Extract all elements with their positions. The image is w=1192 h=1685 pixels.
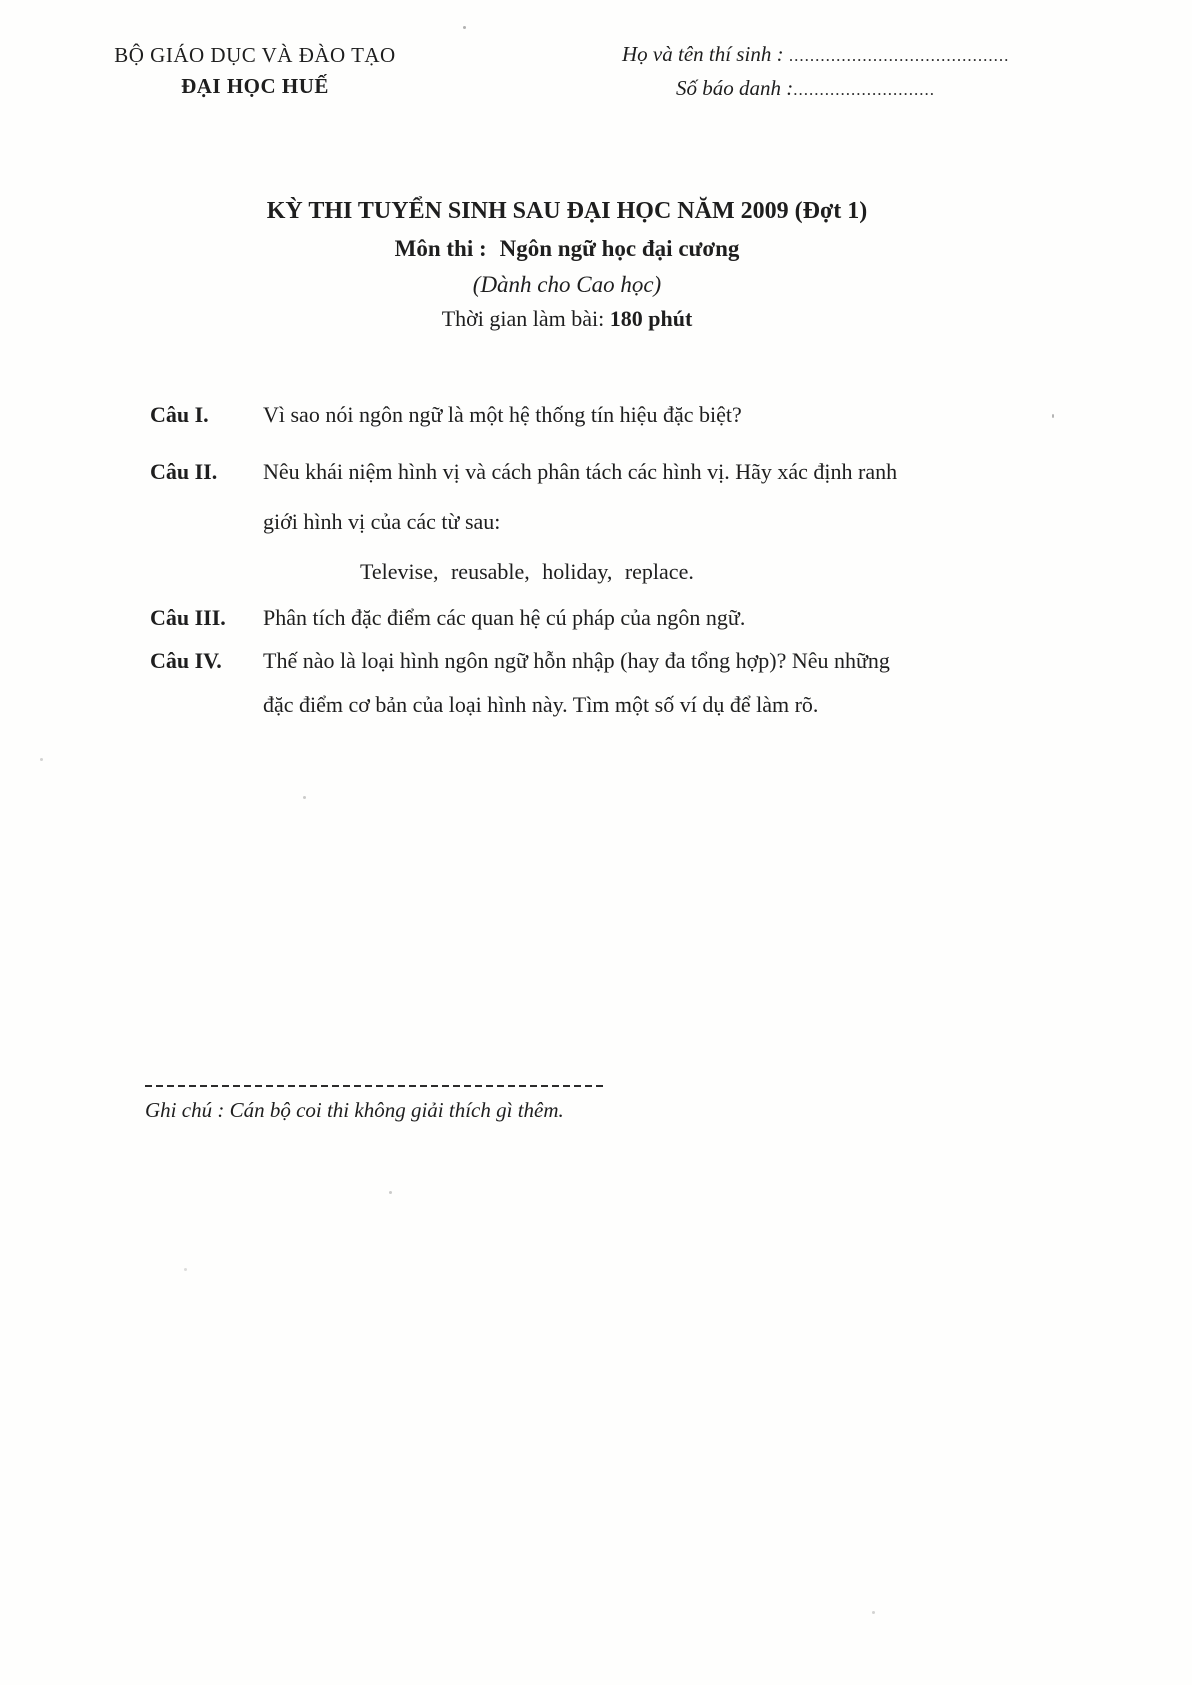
questions-section [150,390,1050,727]
candidate-name-label: Họ và tên thí sinh : [622,42,789,66]
proctor-note: Ghi chú : Cán bộ coi thi không giải thích gì thêm. [145,1098,564,1122]
question-4-label: Câu IV. [150,648,222,673]
scan-speck [1052,414,1054,418]
subject-label: Môn thi : [394,236,487,261]
candidate-info-block [0,0,1192,120]
question-1 [150,390,1050,440]
footer-dashed-separator [145,1085,603,1087]
title-block [0,196,1134,333]
question-4-text [263,639,1050,727]
question-1-text [263,390,1050,440]
scan-speck [184,1268,187,1271]
question-2-line-2: giới hình vị của các từ sau: [263,509,501,534]
duration-label: Thời gian làm bài: [441,306,605,331]
question-2-line-1: Nêu khái niệm hình vị và cách phân tách các hình vị. Hãy xác định ranh [263,459,898,484]
question-3-label: Câu III. [150,605,226,630]
scan-speck [463,26,466,29]
subject-name: Ngôn ngữ học đại cương [499,236,740,261]
question-2 [150,447,1050,547]
question-4 [150,639,1050,727]
candidate-id-label: Số báo danh : [676,76,794,100]
question-1-line-1: Vì sao nói ngôn ngữ là một hệ thống tín hiệu đặc biệt? [263,402,742,427]
university-name: ĐẠI HỌC HUẾ [181,74,329,98]
question-2-word-list: Televise, reusable, holiday, replace. [360,559,694,584]
question-3-line-1: Phân tích đặc điểm các quan hệ cú pháp của ngôn ngữ. [263,605,746,630]
duration-line [0,305,1134,333]
question-4-line-2: đặc điểm cơ bản của loại hình này. Tìm một số ví dụ để làm rõ. [263,692,819,717]
question-2-label: Câu II. [150,459,218,484]
scan-speck [389,1191,392,1194]
audience-note: (Dành cho Cao học) [472,272,662,297]
question-2-text [263,447,1050,547]
question-1-label: Câu I. [150,402,209,427]
exam-title: KỲ THI TUYỂN SINH SAU ĐẠI HỌC NĂM 2009 (Đợt 1) [266,198,868,224]
question-4-line-1: Thế nào là loại hình ngôn ngữ hỗn nhập (hay đa tổng hợp)? Nêu những [263,648,890,673]
subject-line [0,235,1134,263]
question-3-text [263,597,1050,639]
candidate-name-line [622,42,1009,67]
duration-value: 180 phút [609,306,693,331]
candidate-name-dotted-leader: .......................................... [788,46,1010,65]
candidate-id-dotted-leader: ........................... [793,80,935,99]
scan-speck [872,1611,875,1614]
candidate-id-line [676,76,935,101]
scan-speck [303,796,306,799]
scan-speck [40,758,43,761]
ministry-name: BỘ GIÁO DỤC VÀ ĐÀO TẠO [114,43,396,67]
question-3 [150,597,1050,639]
